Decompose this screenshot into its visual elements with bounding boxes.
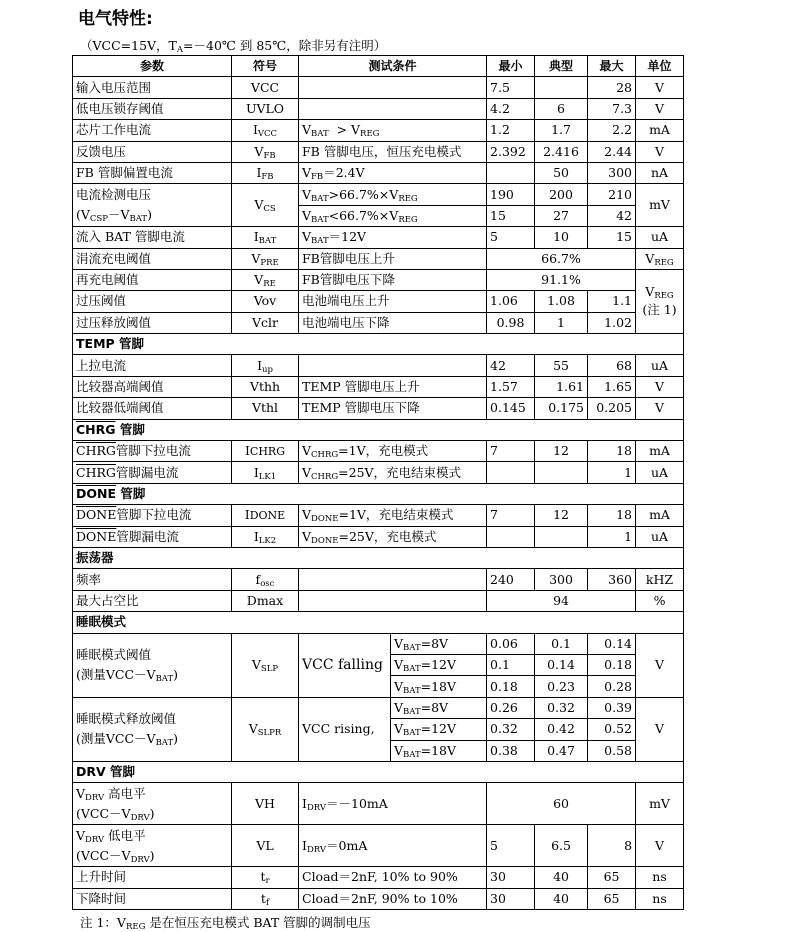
table-row bbox=[73, 888, 684, 909]
param-cell: 比较器高端阈值 bbox=[73, 376, 232, 397]
min-cell: 240 bbox=[487, 569, 535, 590]
section-label: TEMP 管脚 bbox=[73, 334, 684, 355]
subcond-cell: $V_{BAT}=8V$ bbox=[391, 697, 487, 718]
symbol-cell: VH bbox=[232, 783, 299, 825]
typ-cell: 1.08 bbox=[535, 291, 588, 312]
max-cell: 68 bbox=[588, 355, 636, 376]
min-cell: 0.32 bbox=[487, 719, 535, 740]
max-cell: 0.14 bbox=[588, 633, 636, 654]
cond-cell: $V_{DONE}=1V$，充电结束模式 bbox=[299, 505, 487, 526]
min-cell: 0.145 bbox=[487, 398, 535, 419]
unit-cell: V bbox=[636, 697, 684, 761]
typ-cell: 50 bbox=[535, 162, 588, 183]
min-cell: 0.98 bbox=[487, 312, 535, 333]
table-row bbox=[73, 184, 684, 205]
table-row bbox=[73, 697, 684, 718]
unit-cell: ns bbox=[636, 888, 684, 909]
header-test: 测试条件 bbox=[299, 56, 487, 77]
typ-cell: 12 bbox=[535, 505, 588, 526]
section-row bbox=[73, 483, 684, 504]
symbol-cell: $V_{SLP}$ bbox=[232, 633, 299, 697]
section-label: DONE 管脚 bbox=[73, 483, 684, 504]
cond-cell: VCC rising, bbox=[299, 697, 391, 761]
table-row bbox=[73, 269, 684, 290]
min-cell: 1.06 bbox=[487, 291, 535, 312]
unit-cell: % bbox=[636, 590, 684, 611]
symbol-cell: Vthl bbox=[232, 398, 299, 419]
typ-cell: 0.47 bbox=[535, 740, 588, 761]
section-label: 振荡器 bbox=[73, 547, 684, 568]
typ-cell: 91.1% bbox=[487, 269, 636, 290]
cond-cell: FB管脚电压上升 bbox=[299, 248, 487, 269]
max-cell: 0.58 bbox=[588, 740, 636, 761]
max-cell: 65 bbox=[588, 867, 636, 888]
unit-cell: V bbox=[636, 633, 684, 697]
cond-cell: $V_{BAT}<66.7\%\times V_{REG}$ bbox=[299, 205, 487, 226]
param-cell: 上升时间 bbox=[73, 867, 232, 888]
unit-cell: V bbox=[636, 825, 684, 867]
cond-cell: $V_{CHRG}=1V$，充电模式 bbox=[299, 441, 487, 462]
max-cell: 300 bbox=[588, 162, 636, 183]
min-cell: 1.2 bbox=[487, 120, 535, 141]
section-row bbox=[73, 419, 684, 440]
table-row bbox=[73, 291, 684, 312]
param-cell: 最大占空比 bbox=[73, 590, 232, 611]
max-cell: 1.65 bbox=[588, 376, 636, 397]
max-cell: 360 bbox=[588, 569, 636, 590]
symbol-cell: $V_{RE}$ bbox=[232, 269, 299, 290]
header-symbol: 符号 bbox=[232, 56, 299, 77]
symbol-cell: $I_{VCC}$ bbox=[232, 120, 299, 141]
subcond-cell: $V_{BAT}=8V$ bbox=[391, 633, 487, 654]
typ-cell: 27 bbox=[535, 205, 588, 226]
symbol-cell: Dmax bbox=[232, 590, 299, 611]
table-row bbox=[73, 398, 684, 419]
symbol-cell: $I_{LK2}$ bbox=[232, 526, 299, 547]
cond-cell: $V_{FB}=2.4V$ bbox=[299, 162, 487, 183]
typ-cell: 0.14 bbox=[535, 654, 588, 675]
section-row bbox=[73, 547, 684, 568]
typ-cell: 1.7 bbox=[535, 120, 588, 141]
param-cell: 流入 BAT 管脚电流 bbox=[73, 227, 232, 248]
unit-cell: V bbox=[636, 77, 684, 98]
table-row bbox=[73, 505, 684, 526]
header-max: 最大 bbox=[588, 56, 636, 77]
unit-cell: mA bbox=[636, 505, 684, 526]
table-row bbox=[73, 462, 684, 483]
param-cell: 频率 bbox=[73, 569, 232, 590]
max-cell: 15 bbox=[588, 227, 636, 248]
unit-cell: ns bbox=[636, 867, 684, 888]
table-row bbox=[73, 98, 684, 119]
param-cell: CHRG管脚漏电流 bbox=[73, 462, 232, 483]
max-cell: 0.52 bbox=[588, 719, 636, 740]
table-header-row bbox=[73, 56, 684, 77]
typ-cell bbox=[535, 462, 588, 483]
table-row bbox=[73, 248, 684, 269]
typ-cell: 0.32 bbox=[535, 697, 588, 718]
typ-cell: 300 bbox=[535, 569, 588, 590]
symbol-cell: $V_{PRE}$ bbox=[232, 248, 299, 269]
cond-cell: FB管脚电压下降 bbox=[299, 269, 487, 290]
symbol-cell: $I_{FB}$ bbox=[232, 162, 299, 183]
cond-cell: FB 管脚电压，恒压充电模式 bbox=[299, 141, 487, 162]
symbol-cell: $f_{osc}$ bbox=[232, 569, 299, 590]
table-row bbox=[73, 633, 684, 654]
param-cell: DONE管脚下拉电流 bbox=[73, 505, 232, 526]
table-row bbox=[73, 120, 684, 141]
param-cell: 上拉电流 bbox=[73, 355, 232, 376]
typ-cell: 60 bbox=[487, 783, 636, 825]
typ-cell: 2.416 bbox=[535, 141, 588, 162]
cond-cell bbox=[299, 569, 487, 590]
cond-cell: $V_{DONE}=25V$，充电模式 bbox=[299, 526, 487, 547]
cond-cell bbox=[299, 590, 487, 611]
typ-cell: 40 bbox=[535, 888, 588, 909]
min-cell: 7 bbox=[487, 441, 535, 462]
min-cell: 1.57 bbox=[487, 376, 535, 397]
unit-cell: uA bbox=[636, 355, 684, 376]
table-row bbox=[73, 441, 684, 462]
section-row bbox=[73, 761, 684, 782]
table-row bbox=[73, 77, 684, 98]
min-cell: 42 bbox=[487, 355, 535, 376]
cond-cell bbox=[299, 355, 487, 376]
param-cell: FB 管脚偏置电流 bbox=[73, 162, 232, 183]
max-cell: 2.2 bbox=[588, 120, 636, 141]
unit-cell: $V_{REG}$ bbox=[636, 248, 684, 269]
param-cell: 低电压锁存阈值 bbox=[73, 98, 232, 119]
symbol-cell: $V_{CS}$ bbox=[232, 184, 299, 227]
table-row bbox=[73, 162, 684, 183]
param-cell: 反馈电压 bbox=[73, 141, 232, 162]
max-cell: 1.1 bbox=[588, 291, 636, 312]
cond-cell: $V_{CHRG}=25V$，充电结束模式 bbox=[299, 462, 487, 483]
table-row bbox=[73, 569, 684, 590]
unit-cell: mA bbox=[636, 441, 684, 462]
header-typ: 典型 bbox=[535, 56, 588, 77]
max-cell: 1 bbox=[588, 526, 636, 547]
unit-cell: V bbox=[636, 376, 684, 397]
symbol-cell: IDONE bbox=[232, 505, 299, 526]
symbol-cell: $I_{up}$ bbox=[232, 355, 299, 376]
typ-cell: 66.7% bbox=[487, 248, 636, 269]
max-cell: 1 bbox=[588, 462, 636, 483]
min-cell: 5 bbox=[487, 825, 535, 867]
min-cell bbox=[487, 162, 535, 183]
table-row bbox=[73, 312, 684, 333]
cond-cell: 电池端电压上升 bbox=[299, 291, 487, 312]
table-row bbox=[73, 141, 684, 162]
param-cell: 输入电压范围 bbox=[73, 77, 232, 98]
unit-cell: mV bbox=[636, 783, 684, 825]
max-cell: 65 bbox=[588, 888, 636, 909]
min-cell: 0.06 bbox=[487, 633, 535, 654]
unit-cell: mV bbox=[636, 184, 684, 227]
max-cell: 8 bbox=[588, 825, 636, 867]
min-cell bbox=[487, 526, 535, 547]
param-cell: 芯片工作电流 bbox=[73, 120, 232, 141]
cond-cell: $I_{DRV}=-10mA$ bbox=[299, 783, 487, 825]
typ-cell: 12 bbox=[535, 441, 588, 462]
section-title: 电气特性: bbox=[78, 9, 153, 29]
min-cell: 30 bbox=[487, 867, 535, 888]
table-row bbox=[73, 227, 684, 248]
header-unit: 单位 bbox=[636, 56, 684, 77]
max-cell: 210 bbox=[588, 184, 636, 205]
symbol-cell: $V_{SLPR}$ bbox=[232, 697, 299, 761]
electrical-characteristics-table bbox=[72, 55, 684, 910]
symbol-cell: VCC bbox=[232, 77, 299, 98]
typ-cell: 6.5 bbox=[535, 825, 588, 867]
typ-cell: 94 bbox=[487, 590, 636, 611]
param-cell: 涓流充电阈值 bbox=[73, 248, 232, 269]
min-cell: 0.18 bbox=[487, 676, 535, 697]
subcond-cell: $V_{BAT}=18V$ bbox=[391, 740, 487, 761]
min-cell: 30 bbox=[487, 888, 535, 909]
typ-cell: 0.1 bbox=[535, 633, 588, 654]
section-row bbox=[73, 612, 684, 633]
param-cell: 比较器低端阈值 bbox=[73, 398, 232, 419]
typ-cell: 10 bbox=[535, 227, 588, 248]
typ-cell bbox=[535, 77, 588, 98]
typ-cell: 200 bbox=[535, 184, 588, 205]
cond-cell: TEMP 管脚电压上升 bbox=[299, 376, 487, 397]
unit-cell: $V_{REG}$ (注 1) bbox=[636, 269, 684, 333]
typ-cell: 40 bbox=[535, 867, 588, 888]
typ-cell: 1.61 bbox=[535, 376, 588, 397]
table-row bbox=[73, 376, 684, 397]
header-param: 参数 bbox=[73, 56, 232, 77]
typ-cell: 0.175 bbox=[535, 398, 588, 419]
unit-cell: V bbox=[636, 98, 684, 119]
max-cell: 7.3 bbox=[588, 98, 636, 119]
max-cell: 0.205 bbox=[588, 398, 636, 419]
cond-cell: $V_{BAT}>66.7\%\times V_{REG}$ bbox=[299, 184, 487, 205]
typ-cell bbox=[535, 526, 588, 547]
cond-cell: TEMP 管脚电压下降 bbox=[299, 398, 487, 419]
section-label: CHRG 管脚 bbox=[73, 419, 684, 440]
cond-cell bbox=[299, 98, 487, 119]
min-cell: 7.5 bbox=[487, 77, 535, 98]
table-row bbox=[73, 825, 684, 867]
typ-cell: 55 bbox=[535, 355, 588, 376]
subcond-cell: $V_{BAT}=12V$ bbox=[391, 654, 487, 675]
max-cell: 1.02 bbox=[588, 312, 636, 333]
cond-cell: 电池端电压下降 bbox=[299, 312, 487, 333]
max-cell: 0.28 bbox=[588, 676, 636, 697]
subcond-cell: $V_{BAT}=12V$ bbox=[391, 719, 487, 740]
param-cell: 睡眠模式释放阈值 (测量$VCC-V_{BAT}$) bbox=[73, 697, 232, 761]
table-row bbox=[73, 355, 684, 376]
symbol-cell: $V_{FB}$ bbox=[232, 141, 299, 162]
typ-cell: 0.23 bbox=[535, 676, 588, 697]
min-cell: 2.392 bbox=[487, 141, 535, 162]
symbol-cell: Vclr bbox=[232, 312, 299, 333]
test-conditions: （VCC=15V，$T_A=-40℃$ 到 85℃，除非另有注明） bbox=[80, 38, 387, 55]
min-cell: 0.1 bbox=[487, 654, 535, 675]
symbol-cell: $I_{LK1}$ bbox=[232, 462, 299, 483]
max-cell: 28 bbox=[588, 77, 636, 98]
param-cell: 下降时间 bbox=[73, 888, 232, 909]
max-cell: 18 bbox=[588, 505, 636, 526]
min-cell bbox=[487, 462, 535, 483]
param-cell: $V_{DRV}$ 高电平 $(VCC-V_{DRV})$ bbox=[73, 783, 232, 825]
table-row bbox=[73, 783, 684, 825]
section-label: DRV 管脚 bbox=[73, 761, 684, 782]
footnote: 注 1：$V_{REG}$ 是在恒压充电模式 BAT 管脚的调制电压 bbox=[80, 915, 371, 932]
table-row bbox=[73, 590, 684, 611]
symbol-cell: UVLO bbox=[232, 98, 299, 119]
table-row bbox=[73, 526, 684, 547]
max-cell: 18 bbox=[588, 441, 636, 462]
header-min: 最小 bbox=[487, 56, 535, 77]
max-cell: 0.39 bbox=[588, 697, 636, 718]
table-row bbox=[73, 867, 684, 888]
symbol-cell: $t_r$ bbox=[232, 867, 299, 888]
unit-cell: mA bbox=[636, 120, 684, 141]
cond-cell: Cload＝2nF, 10% to 90% bbox=[299, 867, 487, 888]
section-row bbox=[73, 334, 684, 355]
param-cell: $V_{DRV}$ 低电平 $(VCC-V_{DRV})$ bbox=[73, 825, 232, 867]
min-cell: 7 bbox=[487, 505, 535, 526]
symbol-cell: VL bbox=[232, 825, 299, 867]
max-cell: 2.44 bbox=[588, 141, 636, 162]
unit-cell: V bbox=[636, 398, 684, 419]
cond-cell: Cload＝2nF, 90% to 10% bbox=[299, 888, 487, 909]
symbol-cell: Vthh bbox=[232, 376, 299, 397]
cond-cell: $I_{DRV}=0mA$ bbox=[299, 825, 487, 867]
unit-cell: uA bbox=[636, 462, 684, 483]
unit-cell: nA bbox=[636, 162, 684, 183]
min-cell: 0.38 bbox=[487, 740, 535, 761]
cond-cell: $V_{BAT}=12V$ bbox=[299, 227, 487, 248]
cond-cell bbox=[299, 77, 487, 98]
typ-cell: 1 bbox=[535, 312, 588, 333]
typ-cell: 0.42 bbox=[535, 719, 588, 740]
subcond-cell: $V_{BAT}=18V$ bbox=[391, 676, 487, 697]
unit-cell: kHZ bbox=[636, 569, 684, 590]
section-label: 睡眠模式 bbox=[73, 612, 684, 633]
cond-cell: VCC falling bbox=[299, 633, 391, 697]
param-cell: 再充电阈值 bbox=[73, 269, 232, 290]
param-cell: 睡眠模式阈值 (测量$VCC-V_{BAT}$) bbox=[73, 633, 232, 697]
min-cell: 0.26 bbox=[487, 697, 535, 718]
min-cell: 5 bbox=[487, 227, 535, 248]
symbol-cell: $t_f$ bbox=[232, 888, 299, 909]
symbol-cell: $I_{BAT}$ bbox=[232, 227, 299, 248]
min-cell: 190 bbox=[487, 184, 535, 205]
unit-cell: uA bbox=[636, 526, 684, 547]
param-cell: 电流检测电压 $(V_{CSP}-V_{BAT})$ bbox=[73, 184, 232, 227]
min-cell: 4.2 bbox=[487, 98, 535, 119]
symbol-cell: ICHRG bbox=[232, 441, 299, 462]
param-cell: 过压释放阈值 bbox=[73, 312, 232, 333]
max-cell: 42 bbox=[588, 205, 636, 226]
symbol-cell: Vov bbox=[232, 291, 299, 312]
unit-cell: V bbox=[636, 141, 684, 162]
max-cell: 0.18 bbox=[588, 654, 636, 675]
cond-cell: $V_{BAT} > V_{REG}$ bbox=[299, 120, 487, 141]
param-cell: CHRG管脚下拉电流 bbox=[73, 441, 232, 462]
min-cell: 15 bbox=[487, 205, 535, 226]
unit-cell: uA bbox=[636, 227, 684, 248]
param-cell: DONE管脚漏电流 bbox=[73, 526, 232, 547]
param-cell: 过压阈值 bbox=[73, 291, 232, 312]
typ-cell: 6 bbox=[535, 98, 588, 119]
